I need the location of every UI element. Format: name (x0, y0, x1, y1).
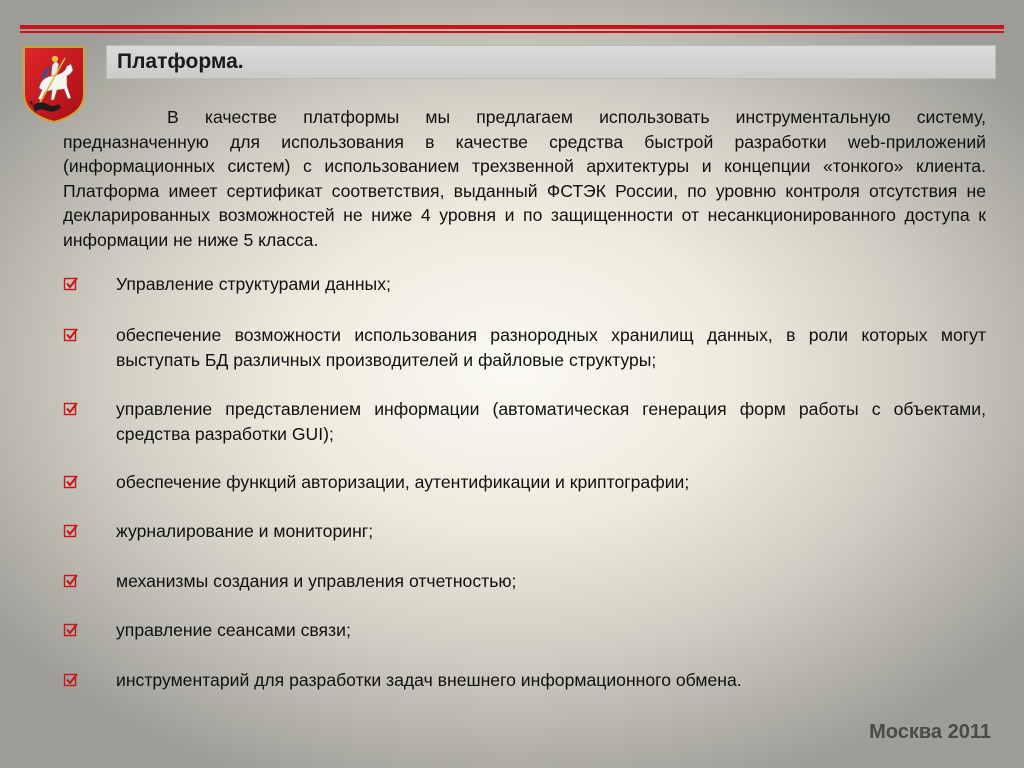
top-red-line-thin (20, 31, 1004, 33)
list-item-text: управление сеансами связи; (116, 620, 351, 640)
list-item-text: управление представлением информации (автоматическая генерация форм работы с объектами, средства разработки GUI); (116, 399, 986, 444)
checkbox-checked-icon (63, 523, 79, 539)
list-item-text: журналирование и мониторинг; (116, 521, 374, 541)
list-item-text: обеспечение возможности использования разнородных хранилищ данных, в роли которых могут выступать БД различных производителей и файловые структуры; (116, 325, 986, 370)
intro-paragraph: В качестве платформы мы предлагаем использовать инструментальную систему, предназначенную для использования в качестве средства быстрой разработки web-приложений (информационных систем) с использованием трехзвенной архитектуры и концепции «тонкого» клиента. Платформа имеет сертификат соответствия, выданный ФСТЭК России, по уровню контроля отсутствия не декларированных возможностей не ниже 4 уровня и по защищенности от несанкционированного доступа к информации не ниже 5 класса. (63, 107, 986, 250)
checkbox-checked-icon (63, 474, 79, 490)
footer-city-year: Москва 2011 (869, 721, 991, 743)
list-item-text: обеспечение функций авторизации, аутентификации и криптографии; (116, 472, 690, 492)
top-red-line (20, 25, 1004, 29)
checkbox-checked-icon (63, 327, 79, 343)
checkbox-checked-icon (63, 622, 79, 638)
title-bar (106, 45, 996, 79)
list-item-text: Управление структурами данных; (116, 274, 391, 294)
list-item-text: механизмы создания и управления отчетностью; (116, 571, 517, 591)
list-item-text: инструментарий для разработки задач внешнего информационного обмена. (116, 670, 742, 690)
checkbox-checked-icon (63, 573, 79, 589)
checkbox-checked-icon (63, 672, 79, 688)
checkbox-checked-icon (63, 276, 79, 292)
slide-title: Платформа. (117, 50, 244, 73)
checkbox-checked-icon (63, 401, 79, 417)
